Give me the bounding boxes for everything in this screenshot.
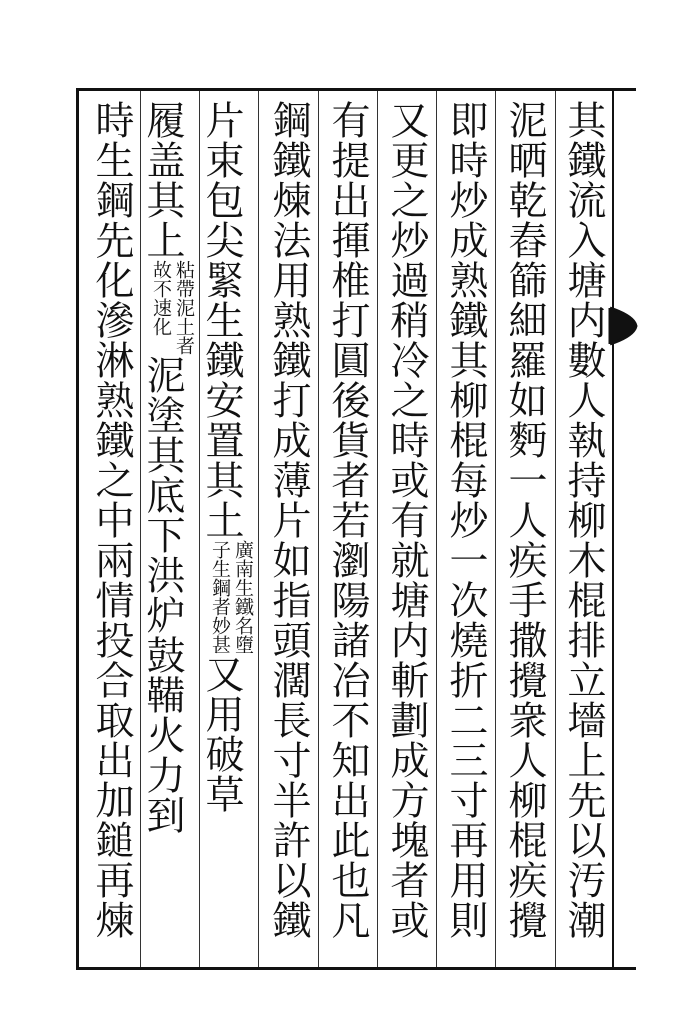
column-rule (436, 91, 437, 967)
frame-bottom-border (76, 967, 636, 970)
text-column-4: 又更之炒過稍冷之時或有就塘内斬劃成方塊者或 (384, 100, 429, 940)
frame-top-border (76, 88, 636, 91)
annotation-line: 粘帶泥土者 (173, 260, 195, 355)
text-column-9: 時生鋼先化滲淋熟鐵之中兩情投合取出加鎚再煉 (89, 100, 134, 940)
column-rule (555, 91, 556, 967)
column-8-main-text: 履盖其上 (140, 100, 185, 260)
column-rule (318, 91, 319, 967)
frame-center-border-lower (612, 342, 614, 968)
text-column-2: 泥晒乾舂篩細羅如麪一人疾手撒攪衆人柳棍疾攪 (502, 100, 547, 940)
column-7-main-text-after: 又用破草 (199, 654, 244, 814)
text-column-7 (199, 100, 254, 966)
column-rule (377, 91, 378, 967)
text-column-8 (140, 100, 195, 966)
column-rule (495, 91, 496, 967)
text-column-3: 即時炒成熟鐵其柳棍每炒一次燒折二三寸再用則 (443, 100, 488, 940)
column-8-annotation (149, 260, 195, 355)
text-column-1: 其鐵流入塘内數人執持柳木棍排立墻上先以汚潮 (561, 100, 606, 940)
column-rule (258, 91, 259, 967)
frame-center-border-upper (612, 88, 614, 310)
column-7-annotation (208, 540, 254, 654)
fishtail-mark-icon (608, 308, 638, 344)
annotation-line: 子生鋼者妙甚 (209, 540, 231, 654)
annotation-line: 廣南生鐵名墮 (232, 540, 254, 654)
column-7-main-text: 片束包尖緊生鐵安置其土 (199, 100, 244, 540)
frame-left-border (76, 88, 79, 970)
text-column-6: 鋼鐵煉法用熟鐵打成薄片如指頭濶長寸半許以鐵 (266, 100, 311, 940)
column-8-main-text-after: 泥塗其底下洪炉鼓鞴火力到 (140, 355, 185, 835)
text-column-5: 有提出揮椎打圓後貨者若瀏陽諸冶不知出此也凡 (325, 100, 370, 940)
annotation-line: 故不速化 (150, 260, 172, 336)
